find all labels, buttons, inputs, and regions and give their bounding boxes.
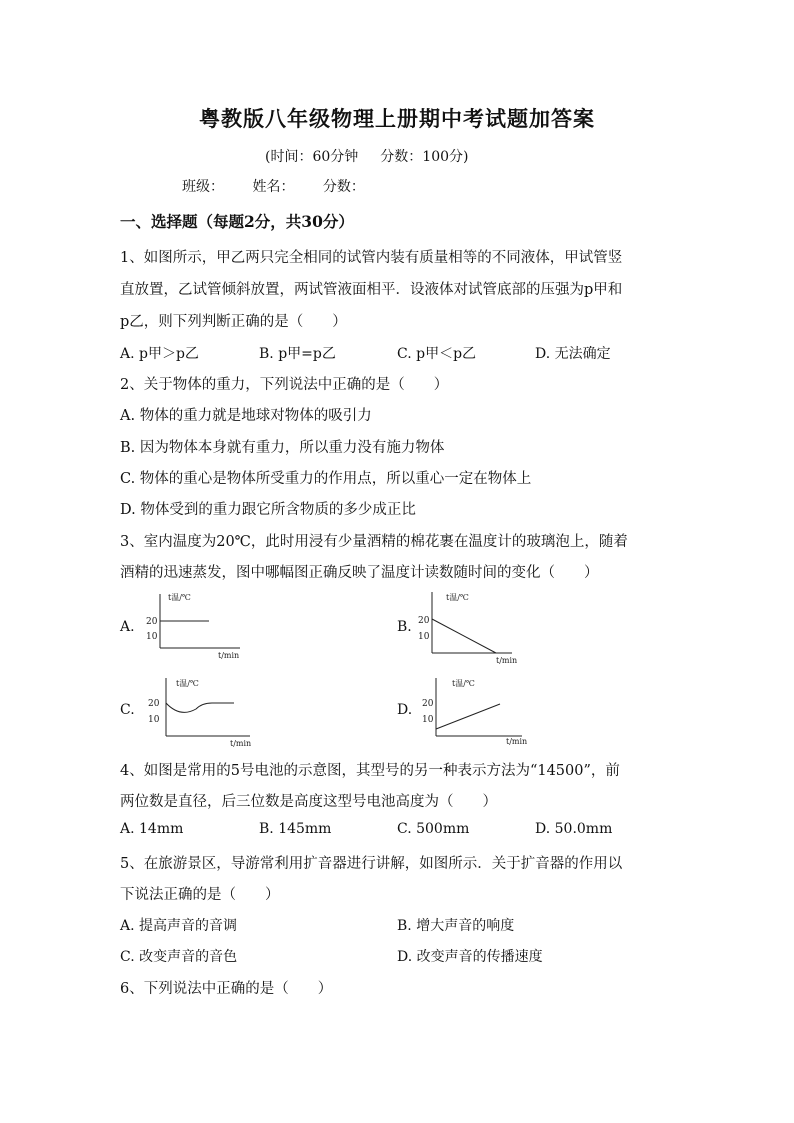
time-limit: (时间：60分钟 [265,149,359,165]
q2-option-a: A. 物体的重力就是地球对物体的吸引力 [120,408,372,424]
graph-a [140,590,260,665]
q1-option-d: D. 无法确定 [535,346,611,362]
q1-line-2: 直放置，乙试管倾斜放置，两试管液面相平．设液体对试管底部的压强为p甲和 [120,282,623,298]
graph-c-label: C. [120,702,135,718]
q4-line-2: 两位数是直径，后三位数是高度这型号电池高度为（ ） [120,794,497,810]
tick-10: 10 [148,715,160,725]
student-info [182,176,389,196]
graph-b [412,590,532,665]
graph-d-label: D. [397,702,413,718]
temperature-curve [432,619,496,653]
q1-option-c: C. p甲＜p乙 [397,346,477,362]
q4-line-1: 4、如图是常用的5号电池的示意图，其型号的另一种表示方法为“14500”，前 [120,763,620,779]
total-score: 分数：100分) [380,149,469,165]
q2-option-b: B. 因为物体本身就有重力，所以重力没有施力物体 [120,440,445,456]
q2-stem: 2、关于物体的重力，下列说法中正确的是（ ） [120,377,449,393]
q5-option-d: D. 改变声音的传播速度 [397,949,543,965]
q6-stem: 6、下列说法中正确的是（ ） [120,981,333,997]
q4-option-d: D. 50.0mm [535,821,613,837]
tick-10: 10 [146,632,158,642]
exam-subtitle [265,146,468,166]
score-field: 分数： [322,179,365,195]
y-axis-label: t温/℃ [446,593,469,602]
tick-20: 20 [146,617,158,627]
q5-line-2: 下说法正确的是（ ） [120,887,280,903]
tick-20: 20 [422,699,434,709]
q1-option-b: B. p甲=p乙 [259,346,336,362]
tick-10: 10 [422,715,434,725]
q4-option-a: A. 14mm [120,821,184,837]
q2-option-d: D. 物体受到的重力跟它所含物质的多少成正比 [120,502,416,518]
exam-title: 粤教版八年级物理上册期中考试题加答案 [199,106,595,131]
q3-line-1: 3、室内温度为20℃，此时用浸有少量酒精的棉花裹在温度计的玻璃泡上，随着 [120,534,628,550]
y-axis-label: t温/℃ [452,679,475,688]
x-axis-label: t/min [230,739,252,748]
q5-option-b: B. 增大声音的响度 [397,918,515,934]
q3-line-2: 酒精的迅速蒸发，图中哪幅图正确反映了温度计读数随时间的变化（ ） [120,565,599,581]
tick-20: 20 [148,699,160,709]
y-axis-label: t温/℃ [176,679,199,688]
x-axis-label: t/min [496,656,518,665]
graph-d [414,674,539,749]
q5-option-a: A. 提高声音的音调 [120,918,238,934]
q4-option-c: C. 500mm [397,821,470,837]
x-axis-label: t/min [218,651,240,660]
name-field: 姓名： [252,179,295,195]
tick-20: 20 [418,616,430,626]
q1-line-1: 1、如图所示，甲乙两只完全相同的试管内装有质量相等的不同液体，甲试管竖 [120,250,623,266]
temperature-curve [436,704,500,729]
section-heading: 一、选择题（每题2分，共30分） [120,212,354,231]
x-axis-label: t/min [506,737,528,746]
graph-c [140,674,265,749]
graph-a-label: A. [120,619,135,635]
q5-line-1: 5、在旅游景区，导游常利用扩音器进行讲解，如图所示．关于扩音器的作用以 [120,856,623,872]
y-axis-label: t温/℃ [168,593,191,602]
q1-line-3: p乙，则下列判断正确的是（ ） [120,314,347,330]
q1-option-a: A. p甲＞p乙 [120,346,199,362]
temperature-curve [166,703,234,712]
q2-option-c: C. 物体的重心是物体所受重力的作用点，所以重心一定在物体上 [120,471,532,487]
tick-10: 10 [418,632,430,642]
class-field: 班级： [182,179,224,195]
q5-option-c: C. 改变声音的音色 [120,949,238,965]
q4-option-b: B. 145mm [259,821,332,837]
graph-b-label: B. [397,619,412,635]
